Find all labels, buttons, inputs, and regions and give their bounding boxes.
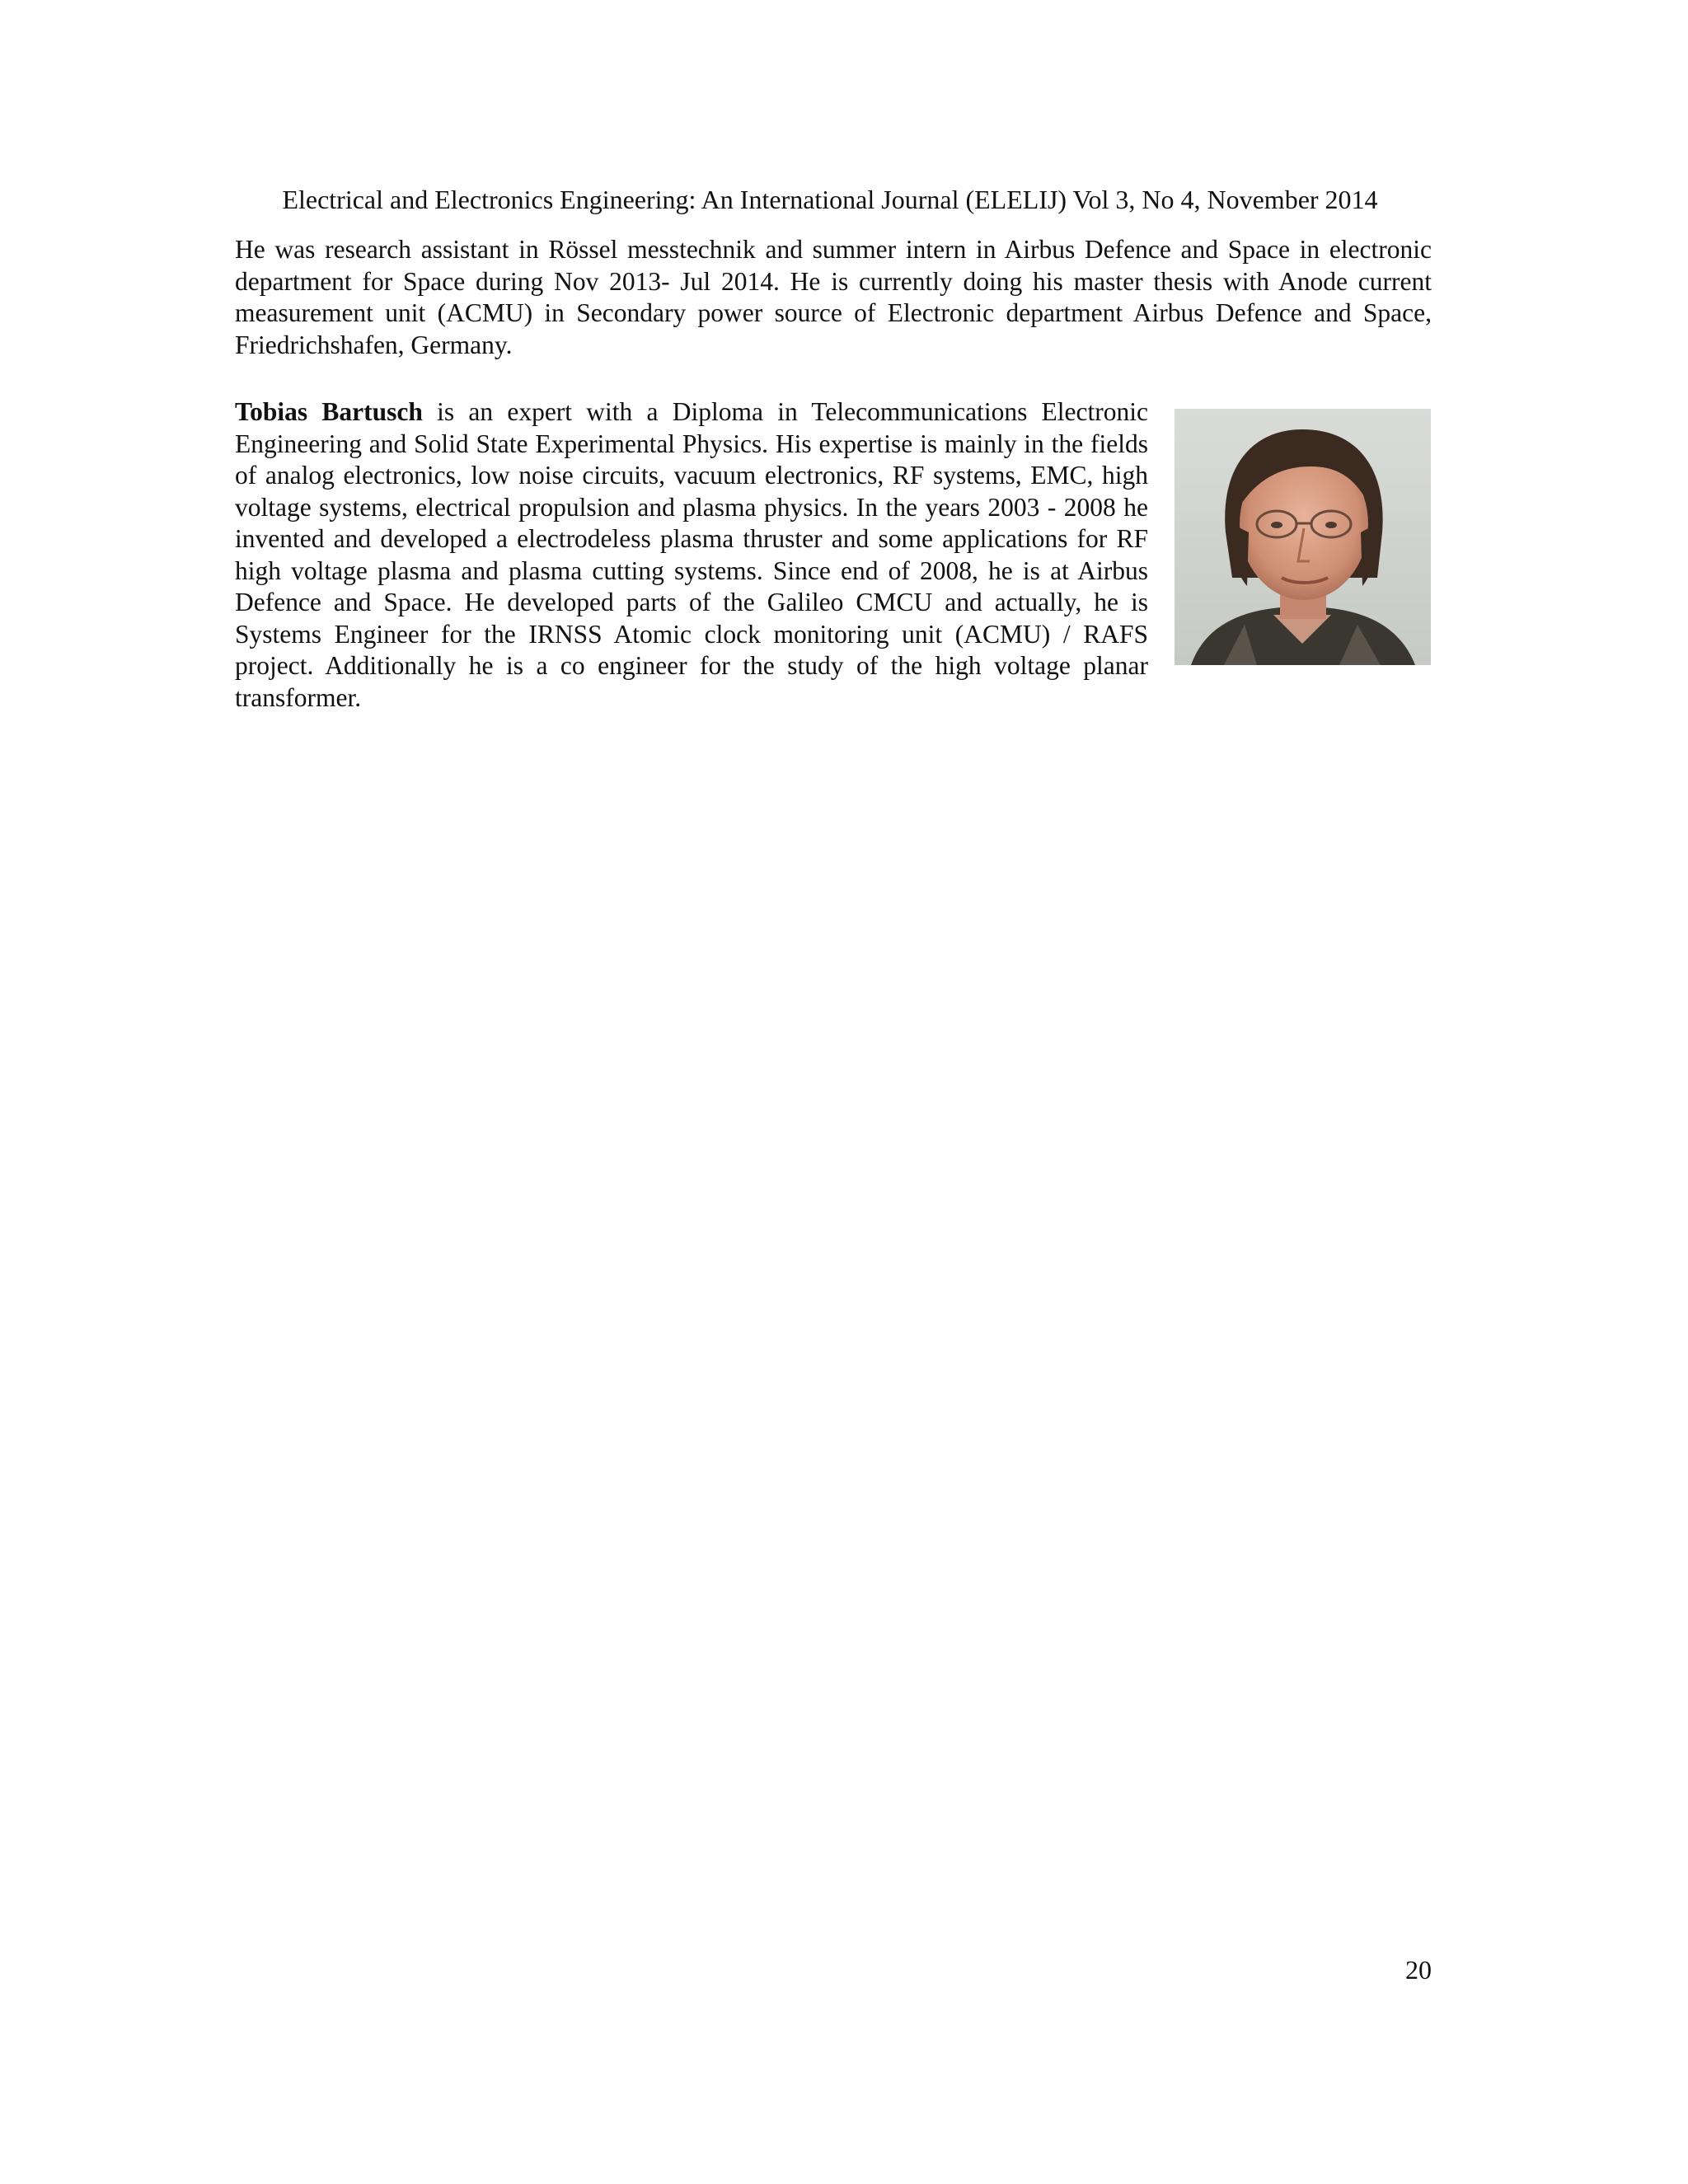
author-bio-tobias-bartusch [235, 396, 1148, 714]
author-portrait-photo [1175, 409, 1431, 665]
author-name: Tobias Bartusch [235, 397, 423, 426]
page-number: 20 [1405, 1955, 1432, 1985]
author-bio-continued: He was research assistant in Rössel messtechnik and summer intern in Airbus Defence and Space in electronic department for Space during Nov 2013- Jul 2014. He is currently doing his master thesis with Anode current measurement unit (ACMU) in Secondary power source of Electronic department Airbus Defence and Space, Friedrichshafen, Germany. [235, 235, 1432, 359]
author-bio-text: is an expert with a Diploma in Telecommunications Electronic Engineering and Solid State Experimental Physics. His expertise is mainly in the fields of analog electronics, low noise circuits, vacuum electronics, RF systems, EMC, high voltage systems, electrical propulsion and plasma physics. In the years 2003 - 2008 he invented and developed a electrodeless plasma thruster and some applications for RF high voltage plasma and plasma cutting systems. Since end of 2008, he is at Airbus Defence and Space. He developed parts of the Galileo CMCU and actually, he is Systems Engineer for the IRNSS Atomic clock monitoring unit (ACMU) / RAFS project. Additionally he is a co engineer for the study of the high voltage planar transformer. [235, 397, 1148, 712]
journal-running-header: Electrical and Electronics Engineering: An International Journal (ELELIJ) Vol 3, No 4, November 2014 [282, 185, 1378, 214]
